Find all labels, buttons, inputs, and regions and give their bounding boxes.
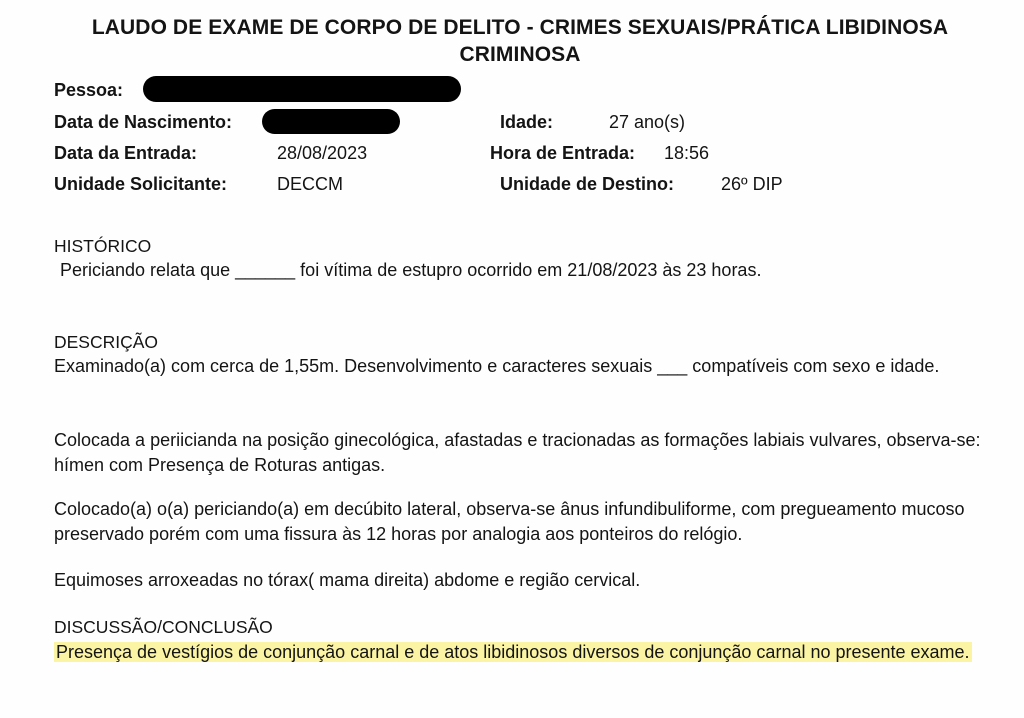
- idade-value: 27 ano(s): [609, 112, 686, 132]
- descricao-paragraph-1: Examinado(a) com cerca de 1,55m. Desenvolvimento e caracteres sexuais ___ compatíveis com sexo e idade.: [54, 356, 940, 376]
- historico-text: Periciando relata que ______ foi vítima de estupro ocorrido em 21/08/2023 às 23 horas.: [60, 260, 762, 280]
- conclusao-text: [54, 640, 984, 665]
- idade-label: Idade:: [500, 112, 554, 132]
- entrada-label: Data da Entrada:: [54, 143, 198, 163]
- entrada-value: 28/08/2023: [277, 143, 368, 163]
- document-title: LAUDO DE EXAME DE CORPO DE DELITO - CRIMES SEXUAIS/PRÁTICA LIBIDINOSA CRIMINOSA: [91, 16, 949, 66]
- descricao-paragraph-3: Colocado(a) o(a) periciando(a) em decúbito lateral, observa-se ânus infundibuliforme, com pregueamento mucoso preservado porém com uma fissura às 12 horas por analogia aos ponteiros do relógio.: [54, 499, 965, 544]
- descricao-paragraph-2: Colocada a periicianda na posição ginecológica, afastadas e tracionadas as formações labiais vulvares, observa-se: hímen com Presença de Roturas antigas.: [54, 430, 981, 475]
- solicitante-label: Unidade Solicitante:: [54, 174, 228, 194]
- pessoa-label: Pessoa:: [54, 80, 124, 100]
- descricao-heading: DESCRIÇÃO: [54, 332, 159, 352]
- hora-value: 18:56: [664, 143, 710, 163]
- highlighted-conclusion: Presença de vestígios de conjunção carnal e de atos libidinosos diversos de conjunção carnal no presente exame.: [56, 642, 970, 662]
- destino-value: 26º DIP: [721, 174, 783, 194]
- descricao-paragraph-4: Equimoses arroxeadas no tórax( mama direita) abdome e região cervical.: [54, 570, 641, 590]
- redacted-name: [143, 76, 461, 102]
- nascimento-label: Data de Nascimento:: [54, 112, 233, 132]
- redacted-birthdate: [262, 109, 400, 134]
- destino-label: Unidade de Destino:: [500, 174, 675, 194]
- solicitante-value: DECCM: [277, 174, 343, 194]
- hora-label: Hora de Entrada:: [490, 143, 636, 163]
- historico-heading: HISTÓRICO: [54, 236, 152, 256]
- conclusao-heading: DISCUSSÃO/CONCLUSÃO: [54, 617, 273, 637]
